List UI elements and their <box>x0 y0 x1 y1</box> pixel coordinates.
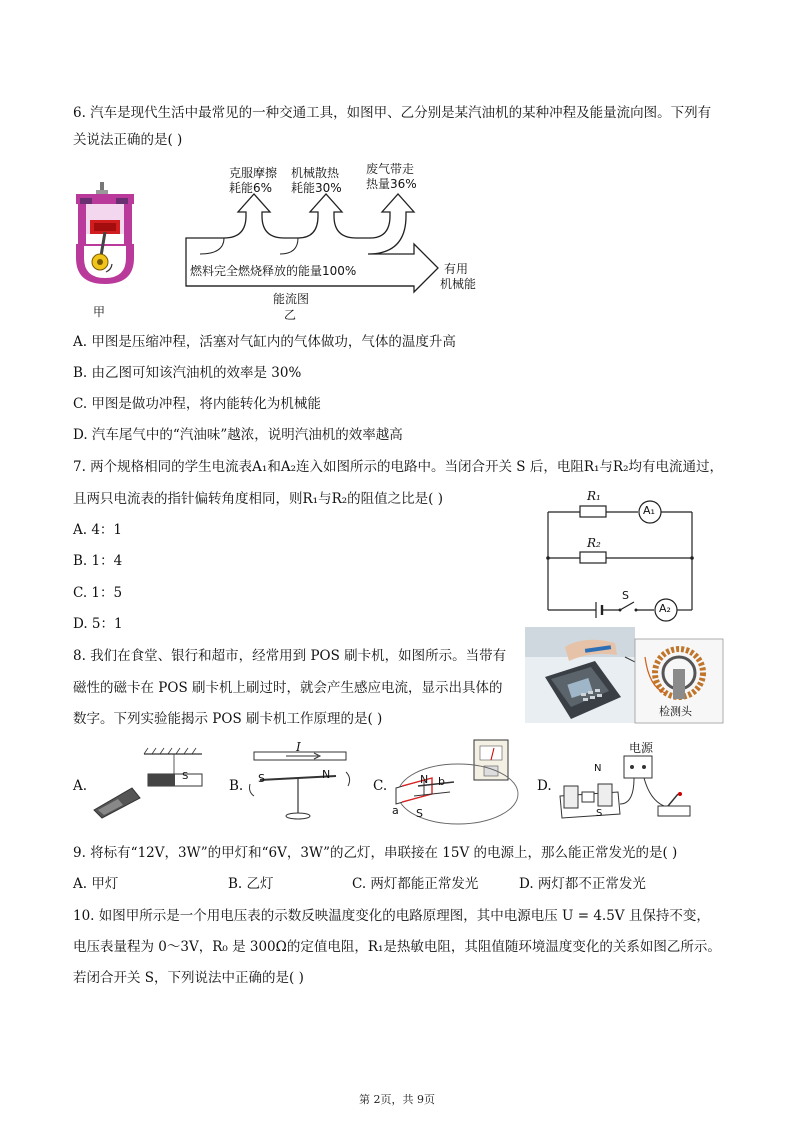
q7-stem-line2: 且两只电流表的指针偏转角度相同，则R₁与R₂的阻值之比是( ) <box>73 491 443 507</box>
q8-fig-c-b: b <box>438 775 445 788</box>
q7-option-d: D. 5：1 <box>73 616 123 632</box>
q6-option-a: A. 甲图是压缩冲程，活塞对气缸内的气体做功，气体的温度升高 <box>73 334 456 350</box>
q8-fig-a-magnet-experiment <box>92 748 212 818</box>
q9-option-b: B. 乙灯 <box>228 876 274 892</box>
q8-pos-machine-photo <box>525 627 725 723</box>
q9-option-d: D. 两灯都不正常发光 <box>519 876 646 892</box>
q7-r1-label: R₁ <box>587 489 601 503</box>
q8-fig-c-a: a <box>392 804 399 817</box>
q8-fig-a-s: S <box>182 771 189 782</box>
q8-fig-d-motor <box>554 756 704 828</box>
q7-a1-label: A₁ <box>643 504 655 517</box>
q7-option-a: A. 4：1 <box>73 522 123 538</box>
q8-fig-b-s: S <box>258 772 265 785</box>
q6-loss-friction-label <box>229 166 277 196</box>
q9-stem: 9. 将标有“12V，3W”的甲灯和“6V，3W”的乙灯，串联接在 15V 的电源上，那么能正常发光的是( ) <box>73 845 678 861</box>
q9-option-c: C. 两灯都能正常发光 <box>352 876 479 892</box>
q8-stem-line1: 8. 我们在食堂、银行和超市，经常用到 POS 刷卡机，如图所示。当带有 <box>73 648 507 664</box>
q10-stem-line3: 若闭合开关 S，下列说法中正确的是( ) <box>73 970 304 986</box>
q6-option-b: B. 由乙图可知该汽油机的效率是 30% <box>73 365 302 381</box>
q8-stem-line2: 磁性的磁卡在 POS 刷卡机上刷过时，就会产生感应电流，显示出具体的 <box>73 680 503 696</box>
q6-engine-figure <box>70 180 140 290</box>
q7-option-b: B. 1：4 <box>73 553 123 569</box>
q7-a2-label: A₂ <box>659 602 671 615</box>
q6-main-energy-label: 燃料完全燃烧释放的能量100% <box>190 264 357 278</box>
q6-loss-heat-line2: 耗能30% <box>291 181 342 195</box>
q10-stem-line2: 电压表量程为 0～3V，R₀ 是 300Ω的定值电阻，R₁是热敏电阻，其阻值随环境温度变化的关系如图乙所示。 <box>73 939 721 955</box>
q7-switch-label: S <box>622 589 629 602</box>
q6-fig-yi-label: 乙 <box>284 308 297 322</box>
q8-fig-d-n: N <box>594 763 602 774</box>
q6-loss-heat-line1: 机械散热 <box>291 166 340 180</box>
q6-option-c: C. 甲图是做功冲程，将内能转化为机械能 <box>73 396 321 412</box>
q7-circuit-diagram <box>540 486 700 621</box>
q8-fig-d-power-label: 电源 <box>629 741 654 755</box>
q7-r2-label: R₂ <box>587 536 601 550</box>
q8-fig-b-current: I <box>296 740 301 754</box>
q8-fig-c-s: S <box>416 807 423 820</box>
q8-option-d: D. <box>537 778 552 794</box>
q9-options-row <box>73 875 646 893</box>
q6-useful-label <box>440 262 476 292</box>
q6-loss-exhaust-line1: 废气带走 <box>366 162 415 176</box>
q8-fig-c-n: N <box>420 773 429 786</box>
q6-flow-caption: 能流图 <box>273 292 310 306</box>
q6-fig-jia-label: 甲 <box>93 305 106 319</box>
q6-loss-heat-label <box>291 166 342 196</box>
q8-option-c: C. <box>373 778 388 794</box>
q6-loss-friction-line1: 克服摩擦 <box>229 166 278 180</box>
page-footer: 第 2页，共 9页 <box>359 1093 435 1106</box>
q8-fig-b-n: N <box>322 768 331 781</box>
q6-useful-line2: 机械能 <box>440 277 477 291</box>
q8-option-b: B. <box>229 778 244 794</box>
q6-loss-friction-line2: 耗能6% <box>229 181 273 195</box>
q7-stem-line1: 7. 两个规格相同的学生电流表A₁和A₂连入如图所示的电路中。当闭合开关 S 后，电阻R₁与R₂均有电流通过， <box>73 459 723 475</box>
q6-loss-exhaust-label <box>366 162 417 192</box>
q9-option-a: A. 甲灯 <box>73 876 119 892</box>
q8-stem-line3: 数字。下列实验能揭示 POS 刷卡机工作原理的是( ) <box>73 711 383 727</box>
q6-stem-line1: 6. 汽车是现代生活中最常见的一种交通工具，如图甲、乙分别是某汽油机的某种冲程及能量流向图。下列有 <box>73 105 712 121</box>
q6-loss-exhaust-line2: 热量36% <box>366 177 417 191</box>
q6-stem-line2: 关说法正确的是( ) <box>73 132 183 148</box>
q8-fig-c-induction <box>388 738 518 828</box>
q8-detector-label: 检测头 <box>659 705 692 718</box>
q10-stem-line1: 10. 如图甲所示是一个用电压表的示数反映温度变化的电路原理图，其中电源电压 U = 4.5V 且保持不变， <box>73 908 710 924</box>
q8-option-a: A. <box>73 778 88 794</box>
q7-option-c: C. 1：5 <box>73 585 123 601</box>
q6-energy-flow-diagram <box>180 190 480 300</box>
q8-fig-d-s: S <box>596 808 603 819</box>
q6-option-d: D. 汽车尾气中的“汽油味”越浓，说明汽油机的效率越高 <box>73 427 403 443</box>
q6-useful-line1: 有用 <box>444 262 469 276</box>
